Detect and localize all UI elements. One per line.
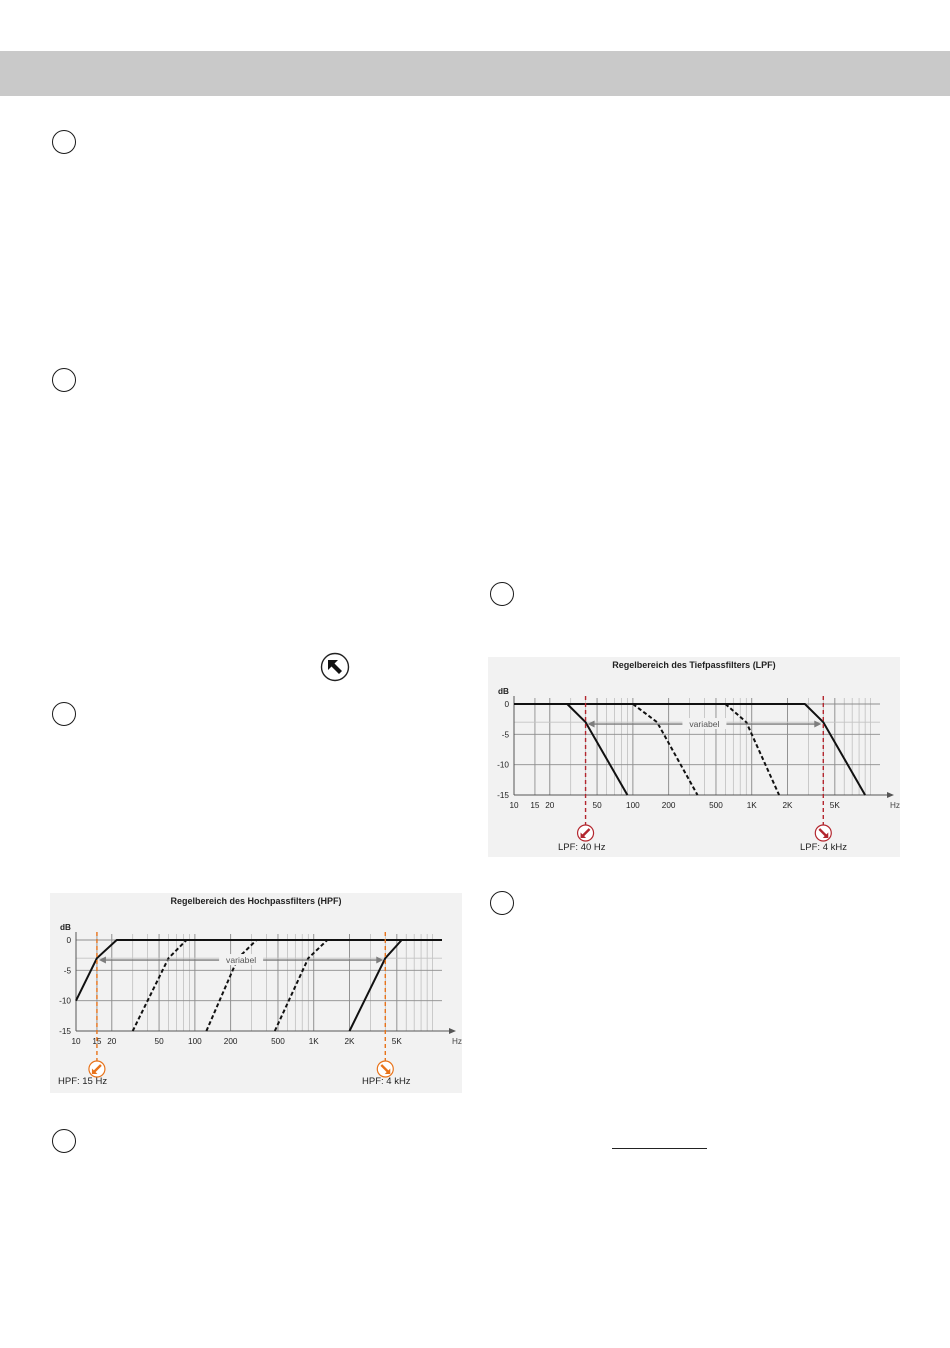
underline — [612, 1148, 707, 1149]
y-tick-label: 0 — [504, 700, 509, 709]
header-bar — [0, 51, 950, 96]
variabel-arrow-left — [99, 957, 106, 964]
arrow-down-right-icon — [815, 825, 831, 841]
x-axis-label: Hz — [452, 1037, 462, 1046]
x-axis-arrow — [449, 1028, 456, 1034]
step-marker-3 — [52, 702, 76, 726]
step-marker-6 — [490, 891, 514, 915]
x-tick-label: 200 — [223, 1037, 238, 1046]
chart-title: Regelbereich des Hochpassfilters (HPF) — [170, 896, 342, 906]
grid — [76, 934, 442, 1031]
step-marker-4 — [52, 1129, 76, 1153]
chart-title: Regelbereich des Tiefpassfilters (LPF) — [612, 660, 776, 670]
variabel-label: variabel — [689, 719, 720, 730]
x-tick-label: 500 — [709, 801, 723, 810]
x-tick-label: 15 — [530, 801, 540, 810]
x-tick-label: 10 — [71, 1037, 81, 1046]
series-line-2 — [206, 940, 272, 1031]
x-tick-label: 50 — [592, 801, 602, 810]
x-tick-label: 2K — [344, 1037, 355, 1046]
y-tick-label: -5 — [63, 966, 71, 976]
x-tick-label: 10 — [509, 801, 519, 810]
series-line-1 — [633, 704, 698, 795]
y-tick-label: -15 — [59, 1027, 71, 1036]
step-marker-2 — [52, 368, 76, 392]
y-axis-label: dB — [60, 923, 71, 932]
x-axis-arrow — [887, 792, 894, 798]
x-tick-label: 50 — [154, 1037, 164, 1046]
x-tick-label: 200 — [661, 801, 676, 810]
x-tick-label: 5K — [391, 1037, 402, 1046]
grid — [514, 698, 880, 795]
arrow-up-left-icon — [320, 652, 350, 682]
series-line-3 — [275, 940, 344, 1031]
y-tick-label: 0 — [66, 936, 71, 945]
arrow-down-left-icon — [578, 825, 594, 841]
step-marker-1 — [52, 130, 76, 154]
marker-label-hpf-high: HPF: 4 kHz — [362, 1076, 411, 1087]
x-tick-label: 15 — [92, 1037, 102, 1046]
x-tick-label: 2K — [782, 801, 793, 810]
variabel-arrow-right — [814, 721, 821, 728]
y-axis-label: dB — [498, 687, 509, 696]
x-tick-label: 20 — [545, 801, 555, 810]
hpf-chart-svg — [50, 893, 462, 1093]
x-tick-label: 500 — [271, 1037, 285, 1046]
step-marker-5 — [490, 582, 514, 606]
y-tick-label: -15 — [497, 791, 509, 800]
marker-label-hpf-low: HPF: 15 Hz — [58, 1076, 108, 1087]
lpf-chart — [488, 657, 900, 857]
lpf-chart-svg — [488, 657, 900, 857]
y-tick-label: -10 — [59, 996, 71, 1006]
marker-label-lpf-high: LPF: 4 kHz — [800, 842, 847, 853]
hpf-chart — [50, 893, 462, 1093]
x-axis-label: Hz — [890, 801, 900, 810]
marker-label-lpf-low: LPF: 40 Hz — [558, 842, 606, 853]
x-tick-label: 1K — [746, 801, 757, 810]
series-line-4 — [350, 940, 443, 1031]
arrow-down-right-icon — [377, 1061, 393, 1077]
x-tick-label: 100 — [626, 801, 640, 810]
variabel-label: variabel — [226, 955, 257, 966]
x-tick-label: 20 — [107, 1037, 117, 1046]
x-tick-label: 5K — [829, 801, 840, 810]
arrow-down-left-icon — [89, 1061, 105, 1077]
y-tick-label: -10 — [497, 760, 509, 770]
x-tick-label: 100 — [188, 1037, 202, 1046]
y-tick-label: -5 — [501, 730, 509, 740]
x-tick-label: 1K — [308, 1037, 319, 1046]
